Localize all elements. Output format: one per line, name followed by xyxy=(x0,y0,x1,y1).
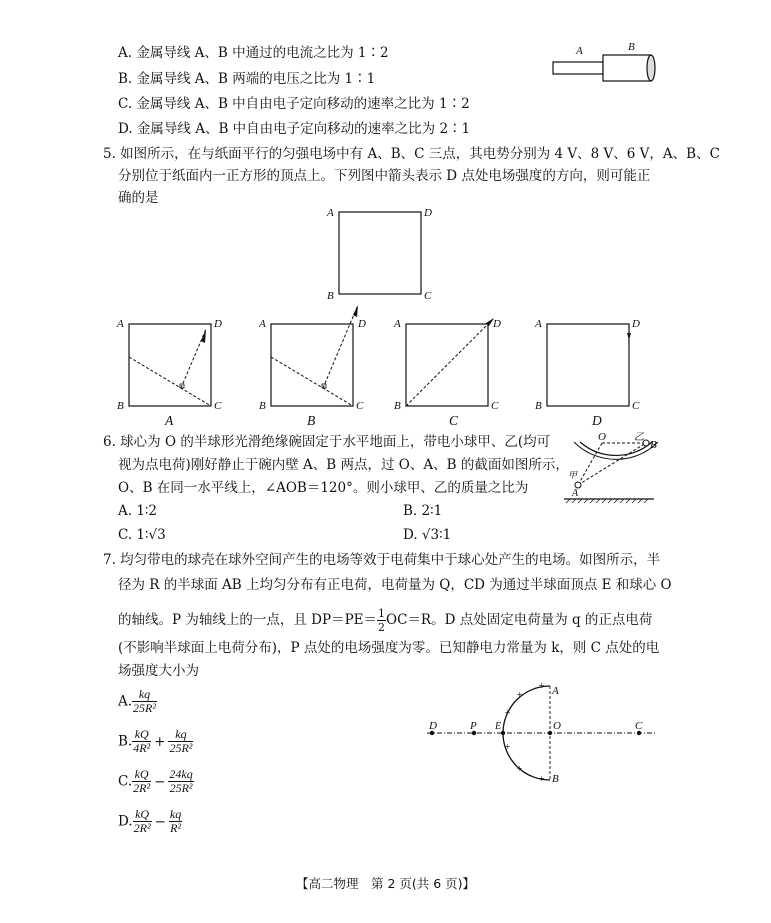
q4-option-b: B. 金属导线 A、B 两端的电压之比为 1∶1 xyxy=(118,71,376,87)
svg-text:B: B xyxy=(394,400,401,412)
svg-text:C: C xyxy=(214,400,222,412)
q6-option-b: B. 2∶1 xyxy=(403,503,443,519)
svg-text:C: C xyxy=(424,290,432,302)
svg-text:B: B xyxy=(650,439,657,451)
q4-option-c: C. 金属导线 A、B 中自由电子定向移动的速率之比为 1∶2 xyxy=(118,96,470,112)
svg-text:D: D xyxy=(493,318,501,330)
q4-option-a: A. 金属导线 A、B 中通过的电流之比为 1∶2 xyxy=(118,45,389,61)
q5-stem-line-2: 分别位于纸面内一正方形的顶点上。下列图中箭头表示 D 点处电场强度的方向，则可能正 xyxy=(118,168,651,184)
svg-text:C: C xyxy=(491,400,499,412)
svg-text:D: D xyxy=(424,207,432,219)
svg-text:+: + xyxy=(516,764,523,775)
q5-choice-a-label: A xyxy=(165,413,174,428)
q6-option-c: C. 1∶√3 xyxy=(118,527,166,543)
svg-text:A: A xyxy=(117,318,124,330)
q5-stem-line-1: 5. 如图所示，在与纸面平行的匀强电场中有 A、B、C 三点，其电势分别为 4 V、8 V、6 V，A、B、C xyxy=(103,146,720,162)
wire-label-b: B xyxy=(628,41,635,53)
q6-stem-line-2: 视为点电荷)刚好静止于碗内壁 A、B 两点，过 O、A、B 的截面如图所示， xyxy=(118,457,569,473)
svg-text:+: + xyxy=(538,774,545,785)
wire-figure xyxy=(548,40,663,85)
svg-text:C: C xyxy=(356,400,364,412)
q6-bowl-figure xyxy=(558,428,670,508)
svg-text:C: C xyxy=(635,720,643,732)
svg-text:甲: 甲 xyxy=(568,470,578,480)
q7-hemisphere-figure xyxy=(422,678,662,790)
q5-stem-line-3: 确的是 xyxy=(118,190,159,206)
q5-choice-b-label: B xyxy=(307,413,316,428)
svg-text:O: O xyxy=(598,431,606,443)
q5-choice-a-figure xyxy=(115,315,230,415)
svg-text:B: B xyxy=(535,400,542,412)
svg-text:A: A xyxy=(572,488,579,499)
page-footer: 【高二物理 第 2 页(共 6 页)】 xyxy=(295,876,476,891)
svg-text:乙: 乙 xyxy=(634,432,644,443)
q5-choice-c-label: C xyxy=(449,413,459,428)
svg-text:D: D xyxy=(214,318,222,330)
svg-text:A: A xyxy=(394,318,401,330)
svg-text:+: + xyxy=(504,742,511,753)
q7-stem-line-2: 径为 R 的半球面 AB 上均匀分布有正电荷，电荷量为 Q，CD 为通过半球面顶点 E 和球心 O xyxy=(118,577,672,593)
svg-text:B: B xyxy=(327,290,334,302)
q7-option-c: C. $\frac{kQ}{\text{2R²}}$ − $\frac{24kq}{\text{25R²}}$ xyxy=(118,767,193,795)
q7-stem-line-1: 7. 均匀带电的球壳在球外空间产生的电场等效于电荷集中于球心处产生的电场。如图所示，半 xyxy=(103,552,661,568)
q7-stem-line-3: 的轴线。P 为轴线上的一点，且 DP＝PE＝ $\frac{1}{2}$ OC＝R。D 点处固定电荷量为 q 的正点电荷 xyxy=(118,607,653,634)
svg-text:A: A xyxy=(327,207,334,219)
svg-text:+: + xyxy=(504,708,511,719)
svg-text:A: A xyxy=(552,685,559,697)
q5-choice-d-figure xyxy=(533,313,648,415)
svg-text:D: D xyxy=(429,720,437,732)
svg-text:+: + xyxy=(516,690,523,701)
q4-option-d: D. 金属导线 A、B 中自由电子定向移动的速率之比为 2∶1 xyxy=(118,121,471,137)
svg-text:A: A xyxy=(535,318,542,330)
q5-choice-c-figure xyxy=(392,313,510,415)
svg-text:A: A xyxy=(259,318,266,330)
q6-stem-line-3: O、B 在同一水平线上，∠AOB＝120°。则小球甲、乙的质量之比为 xyxy=(118,480,529,496)
svg-text:E: E xyxy=(495,721,502,732)
q5-square-figure xyxy=(325,205,437,303)
q7-stem-line-6: 场强度大小为 xyxy=(118,663,199,679)
q7-option-d: D. $\frac{kQ}{\text{2R²}}$ − $\frac{kq}{\text{R²}}$ xyxy=(118,807,182,835)
svg-text:O: O xyxy=(553,720,561,732)
svg-text:P: P xyxy=(470,720,477,732)
q6-option-d: D. √3∶1 xyxy=(403,527,452,543)
q5-choice-d-label: D xyxy=(592,413,602,428)
svg-text:C: C xyxy=(632,400,640,412)
q6-stem-line-1: 6. 球心为 O 的半球形光滑绝缘碗固定于水平地面上，带电小球甲、乙(均可 xyxy=(103,434,551,450)
q7-stem-line-5: (不影响半球面上电荷分布)，P 点处的电场强度为零。已知静电力常量为 k，则 C 点处的电 xyxy=(118,640,660,656)
svg-text:B: B xyxy=(117,400,124,412)
svg-text:B: B xyxy=(552,773,559,785)
q7-option-b: B. $\frac{kQ}{\text{4R²}}$ + $\frac{kq}{\text{25R²}}$ xyxy=(118,727,193,755)
wire-label-a: A xyxy=(576,45,583,57)
q6-option-a: A. 1∶2 xyxy=(118,503,158,519)
svg-text:B: B xyxy=(259,400,266,412)
q7-option-a: A. $\frac{kq}{\text{25R²}}$ xyxy=(118,687,156,715)
svg-text:D: D xyxy=(632,318,640,330)
svg-text:+: + xyxy=(538,681,545,692)
q5-choice-b-figure xyxy=(257,303,372,415)
svg-text:D: D xyxy=(358,318,366,330)
